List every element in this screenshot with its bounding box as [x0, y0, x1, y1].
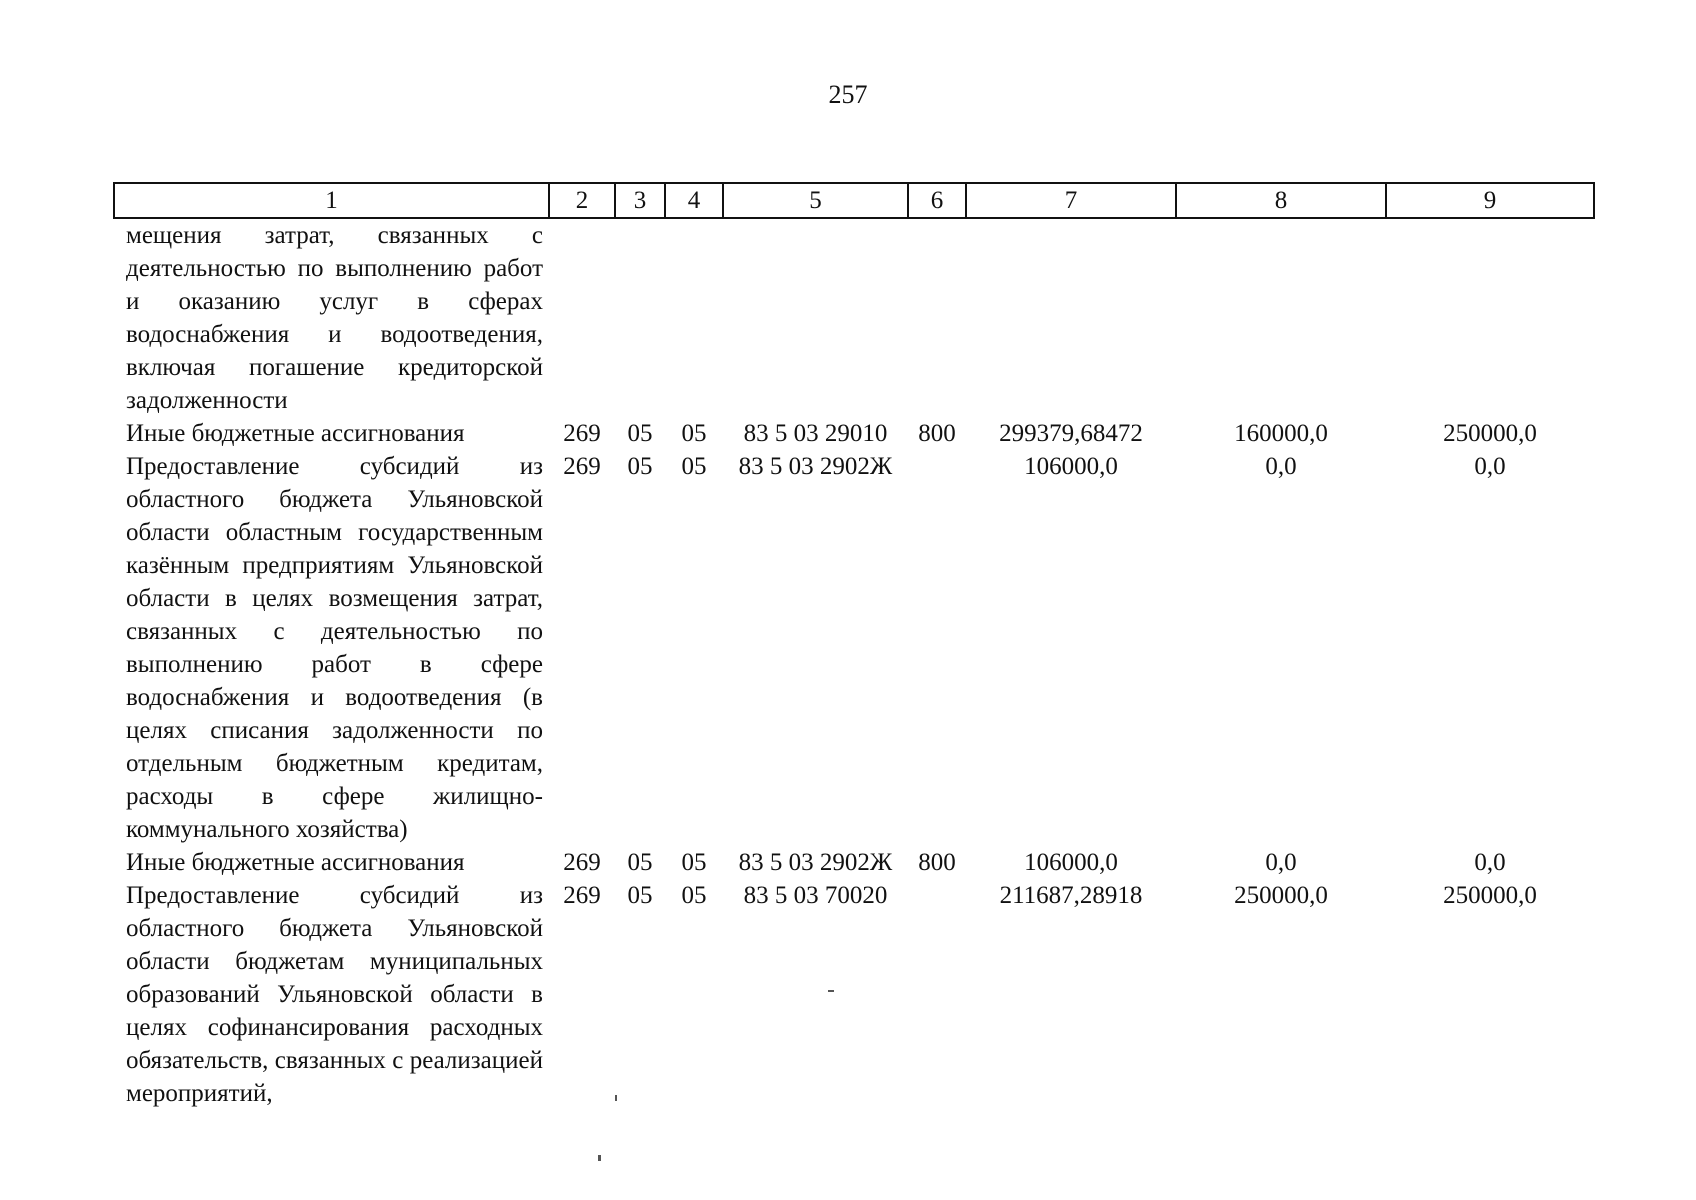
cell-subsection [665, 218, 723, 417]
cell-amount-8: 160000,0 [1234, 420, 1328, 447]
cell-subsection: 05 [681, 849, 707, 876]
table-row [114, 879, 1594, 1110]
cell-expense-type [908, 879, 966, 1110]
row-description: Предоставление субсидий из областного бюджета Ульяновской области бюджетам муниципальных образований Ульяновской области в целях софинансирования расходных обязательств, связанных с реализацией мероприятий, [126, 882, 543, 1107]
row-description: мещения затрат, связанных с деятельностью по выполнению работ и оказанию услуг в сферах водоснабжения и водоотведения, включая погашение кредиторской задолженности [126, 222, 543, 414]
cell-amount-7: 299379,68472 [999, 420, 1143, 447]
scan-speck [828, 990, 834, 992]
cell-ministry-code: 269 [563, 453, 601, 480]
cell-section: 05 [627, 420, 653, 447]
cell-subsection: 05 [681, 420, 707, 447]
cell-section [615, 218, 665, 417]
column-header-5: 5 [723, 183, 908, 218]
cell-expense-type: 800 [918, 849, 956, 876]
cell-amount-7: 106000,0 [1024, 849, 1118, 876]
cell-target-article: 83 5 03 2902Ж [738, 849, 893, 876]
cell-amount-8: 0,0 [1265, 453, 1297, 480]
cell-amount-8: 0,0 [1265, 849, 1297, 876]
table-row [114, 218, 1594, 417]
column-header-4: 4 [665, 183, 723, 218]
cell-subsection: 05 [681, 453, 707, 480]
row-description: Иные бюджетные ассигнования [126, 420, 465, 447]
cell-amount-9: 0,0 [1474, 849, 1506, 876]
scan-speck [598, 1155, 601, 1161]
row-description: Иные бюджетные ассигнования [126, 849, 465, 876]
cell-amount-7: 211687,28918 [999, 882, 1143, 909]
column-header-9: 9 [1386, 183, 1594, 218]
cell-ministry-code: 269 [563, 849, 601, 876]
cell-expense-type: 800 [918, 420, 956, 447]
table-row [114, 417, 1594, 450]
cell-target-article: 83 5 03 70020 [743, 882, 888, 909]
cell-amount-8 [1176, 218, 1386, 417]
cell-section: 05 [627, 882, 653, 909]
column-header-6: 6 [908, 183, 966, 218]
cell-ministry-code: 269 [563, 420, 601, 447]
cell-amount-8: 250000,0 [1234, 882, 1328, 909]
cell-amount-9: 250000,0 [1443, 420, 1537, 447]
cell-subsection: 05 [681, 882, 707, 909]
cell-expense-type [908, 450, 966, 846]
scan-speck [615, 1095, 617, 1101]
cell-amount-7: 106000,0 [1024, 453, 1118, 480]
cell-section: 05 [627, 849, 653, 876]
cell-ministry-code [549, 218, 615, 417]
cell-expense-type [908, 218, 966, 417]
row-description: Предоставление субсидий из областного бюджета Ульяновской области областным государственным казённым предприятиям Ульяновской области в целях возмещения затрат, связанных с деятельностью по выполнению работ в сфере водоснабжения и водоотведения (в целях списания задолженности по отдельным бюджетным кредитам, расходы в сфере жилищно-коммунального хозяйства) [126, 453, 543, 843]
table-row [114, 846, 1594, 879]
cell-amount-7 [966, 218, 1176, 417]
column-header-8: 8 [1176, 183, 1386, 218]
column-header-1: 1 [114, 183, 549, 218]
page-number: 257 [828, 80, 868, 109]
cell-amount-9: 0,0 [1474, 453, 1506, 480]
cell-target-article: 83 5 03 2902Ж [738, 453, 893, 480]
budget-table [113, 182, 1595, 1110]
column-header-3: 3 [615, 183, 665, 218]
column-header-7: 7 [966, 183, 1176, 218]
cell-section: 05 [627, 453, 653, 480]
cell-amount-9 [1386, 218, 1594, 417]
cell-target-article: 83 5 03 29010 [743, 420, 888, 447]
header-row [114, 183, 1594, 218]
cell-target-article [723, 218, 908, 417]
column-header-2: 2 [549, 183, 615, 218]
cell-ministry-code: 269 [563, 882, 601, 909]
table-row [114, 450, 1594, 846]
cell-amount-9: 250000,0 [1443, 882, 1537, 909]
